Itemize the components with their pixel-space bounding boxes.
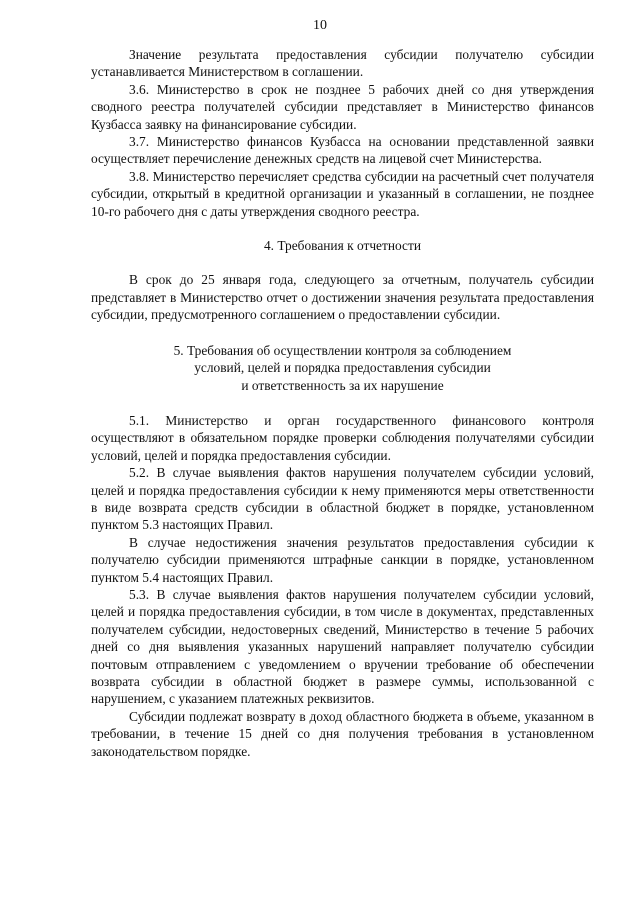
paragraph-3-7: 3.7. Министерство финансов Кузбасса на основании представленной заявки осуществляет перечисление денежных средств на лицевой счет Министерства.	[91, 134, 594, 167]
paragraph-result-value: Значение результата предоставления субсидии получателю субсидии устанавливается Министерством в соглашении.	[91, 47, 594, 80]
paragraph-refund: Субсидии подлежат возврату в доход областного бюджета в объеме, указанном в требовании, в течение 15 дней со дня получения требования в установленном законодательством порядке.	[91, 708, 594, 759]
paragraph-5-3: 5.3. В случае выявления фактов нарушения получателем субсидии условий, целей и порядка предоставления субсидии, в том числе в документах, представленных получателем субсидии, недостоверных сведений, Министерство в течение 5 рабочих дней со дня выявления указанных нарушений направляет получателю субсидии почтовым отправлением с уведомлением о вручении требование об обеспечении возврата субсидии в областной бюджет в размере суммы, использованной с нарушением, с указанием платежных реквизитов.	[91, 586, 594, 707]
paragraph-3-8: 3.8. Министерство перечисляет средства субсидии на расчетный счет получателя субсидии, открытый в кредитной организации и указанный в соглашении, не позднее 10-го рабочего дня с даты утверждения сводного реестра.	[91, 168, 594, 219]
paragraph-5-2: 5.2. В случае выявления фактов нарушения получателем субсидии условий, целей и порядка предоставления субсидии к нему применяются меры ответственности в виде возврата средств субсидии в областной бюджет в порядке, установленном пунктом 5.3 настоящих Правил.	[91, 465, 594, 533]
section-5-title-line-3: и ответственность за их нарушение	[241, 377, 444, 393]
section-4-body	[91, 271, 594, 323]
section-5-title-line-1: 5. Требования об осуществлении контроля за соблюдением	[173, 342, 512, 358]
section-5-body	[91, 412, 594, 760]
section-4-title: 4. Требования к отчетности	[263, 238, 422, 254]
paragraph-penalties: В случае недостижения значения результатов предоставления субсидии к получателю субсидии применяются штрафные санкции в порядке, установленном пунктом 5.4 настоящих Правил.	[91, 534, 594, 585]
section-5-heading	[91, 342, 594, 394]
page-number: 10	[313, 18, 327, 33]
document-body	[91, 46, 594, 760]
paragraph-reporting: В срок до 25 января года, следующего за отчетным, получатель субсидии представляет в Министерство отчет о достижении значения результата предоставления субсидии, предусмотренного соглашением о предоставлении субсидии.	[91, 272, 594, 323]
section-5-title-line-2: условий, целей и порядка предоставления субсидии	[194, 360, 491, 376]
section-4-heading	[91, 237, 594, 254]
paragraph-3-6: 3.6. Министерство в срок не позднее 5 рабочих дней со дня утверждения сводного реестра получателей субсидии представляет в Министерство финансов Кузбасса заявку на финансирование субсидии.	[91, 81, 594, 132]
paragraph-5-1: 5.1. Министерство и орган государственного финансового контроля осуществляют в обязательном порядке проверки соблюдения получателями субсидии условий, целей и порядка предоставления субсидии.	[91, 412, 594, 463]
